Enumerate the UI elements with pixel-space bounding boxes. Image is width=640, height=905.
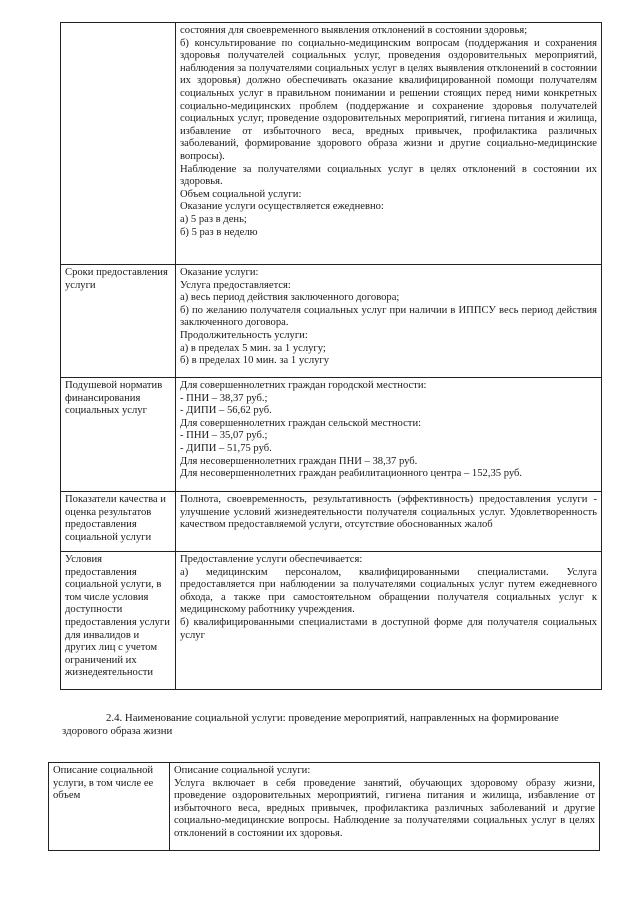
content-line: состояния для своевременного выявления отклонений в состоянии здоровья;	[180, 25, 528, 36]
table-row	[61, 378, 602, 492]
content-line: Объем социальной услуги:	[180, 188, 302, 200]
row-label: Описание социальной услуги, в том числе ее объем	[49, 763, 170, 851]
content-line: Услуга включает в себя проведение занятий, обучающих здоровому образу жизни, проведение оздоровительных мероприятий, гигиена питания и жилища, избавление от избыточного веса, вредных привычек, профилактика различных заболеваний и другие социально-медицинские вопросы. Наблюдение за получателями социальных услуг в целях отклонений в состоянии их здоровья.	[174, 777, 595, 839]
content-line: Описание социальной услуги:	[174, 765, 311, 776]
content-line: б) 5 раз в неделю	[180, 226, 258, 238]
content-line: - ПНИ – 38,37 руб.;	[180, 392, 268, 404]
content-line: Для совершеннолетних граждан сельской местности:	[180, 417, 422, 429]
section-heading: 2.4. Наименование социальной услуги: проведение мероприятий, направленных на формирование здорового образа жизни	[62, 712, 559, 737]
row-content	[176, 378, 602, 492]
content-line: Полнота, своевременность, результативность (эффективность) предоставления услуги - улучшение условий жизнедеятельности получателя социальных услуг. Удовлетворенность качеством предоставляемой услуги, отсутствие обоснованных жалоб	[180, 494, 597, 531]
row-content	[176, 23, 602, 265]
row-label: Показатели качества и оценка результатов предоставления социальной услуги	[61, 492, 176, 552]
content-line: б) консультирование по социально-медицинским вопросам (поддержания и сохранения здоровья получателей социальных услуг, проведения оздоровительных мероприятий, наблюдения за получателями социальных услуг в целях выявления отклонений в состоянии их здоровья) должно обеспечивать оказание квалифицированной помощи получателям социальных услуг в правильном понимании и решении стоящих перед ними конкретных социально-медицинских проблем (поддержание и сохранение здоровья получателей социальных услуг, проведение оздоровительных мероприятий, гигиена питания и жилища, избавление от избыточного веса, вредных привычек, профилактика различных заболеваний, формирование здорового образа жизни и другие социально-медицинские вопросы).	[180, 37, 597, 162]
services-table	[60, 22, 602, 690]
content-line: а) весь период действия заключенного договора;	[180, 292, 400, 304]
content-line: - ДИПИ – 51,75 руб.	[180, 442, 272, 454]
table-row	[61, 265, 602, 378]
content-line: Наблюдение за получателями социальных услуг в целях отклонений в состоянии их здоровья.	[180, 163, 597, 188]
row-label: Сроки предоставления услуги	[61, 265, 176, 378]
row-label	[61, 23, 176, 265]
row-label: Условия предоставления социальной услуги, в том числе условия доступности предоставления услуги для инвалидов и других лиц с учетом ограничений их жизнедеятельности	[61, 552, 176, 690]
row-content	[176, 492, 602, 552]
content-line: б) квалифицированными специалистами в доступной форме для получателя социальных услуг	[180, 616, 597, 641]
table-row	[61, 23, 602, 265]
content-line: Оказание услуги осуществляется ежедневно:	[180, 201, 384, 213]
table-row	[61, 552, 602, 690]
service-description-table	[48, 762, 600, 851]
content-line: Предоставление услуги обеспечивается:	[180, 554, 363, 565]
content-line: Услуга предоставляется:	[180, 279, 291, 291]
content-line: б) в пределах 10 мин. за 1 услугу	[180, 355, 330, 367]
content-line: Для несовершеннолетних граждан ПНИ – 38,37 руб.	[180, 455, 418, 467]
row-content	[170, 763, 600, 851]
content-line: Оказание услуги:	[180, 267, 259, 278]
content-line: а) в пределах 5 мин. за 1 услугу;	[180, 342, 326, 354]
row-label: Подушевой норматив финансирования социальных услуг	[61, 378, 176, 492]
content-line: - ДИПИ – 56,62 руб.	[180, 405, 272, 417]
row-content	[176, 552, 602, 690]
content-line: б) по желанию получателя социальных услуг при наличии в ИППСУ весь период действия заключенного договора.	[180, 304, 597, 329]
table-row	[49, 763, 600, 851]
content-line: а) 5 раз в день;	[180, 213, 247, 225]
content-line: - ПНИ – 35,07 руб.;	[180, 430, 268, 442]
content-line: Для совершеннолетних граждан городской местности:	[180, 380, 427, 391]
content-line: а) медицинским персоналом, квалифицированными специалистами. Услуга предоставляется при наблюдении за получателями социальных услуг путем ежедневного обхода, а также при самостоятельном обращении получателя социальных услуг к медицинскому работнику учреждения.	[180, 566, 597, 616]
content-line: Продолжительность услуги:	[180, 329, 308, 341]
table-row	[61, 492, 602, 552]
row-content	[176, 265, 602, 378]
content-line: Для несовершеннолетних граждан реабилитационного центра – 152,35 руб.	[180, 468, 523, 480]
